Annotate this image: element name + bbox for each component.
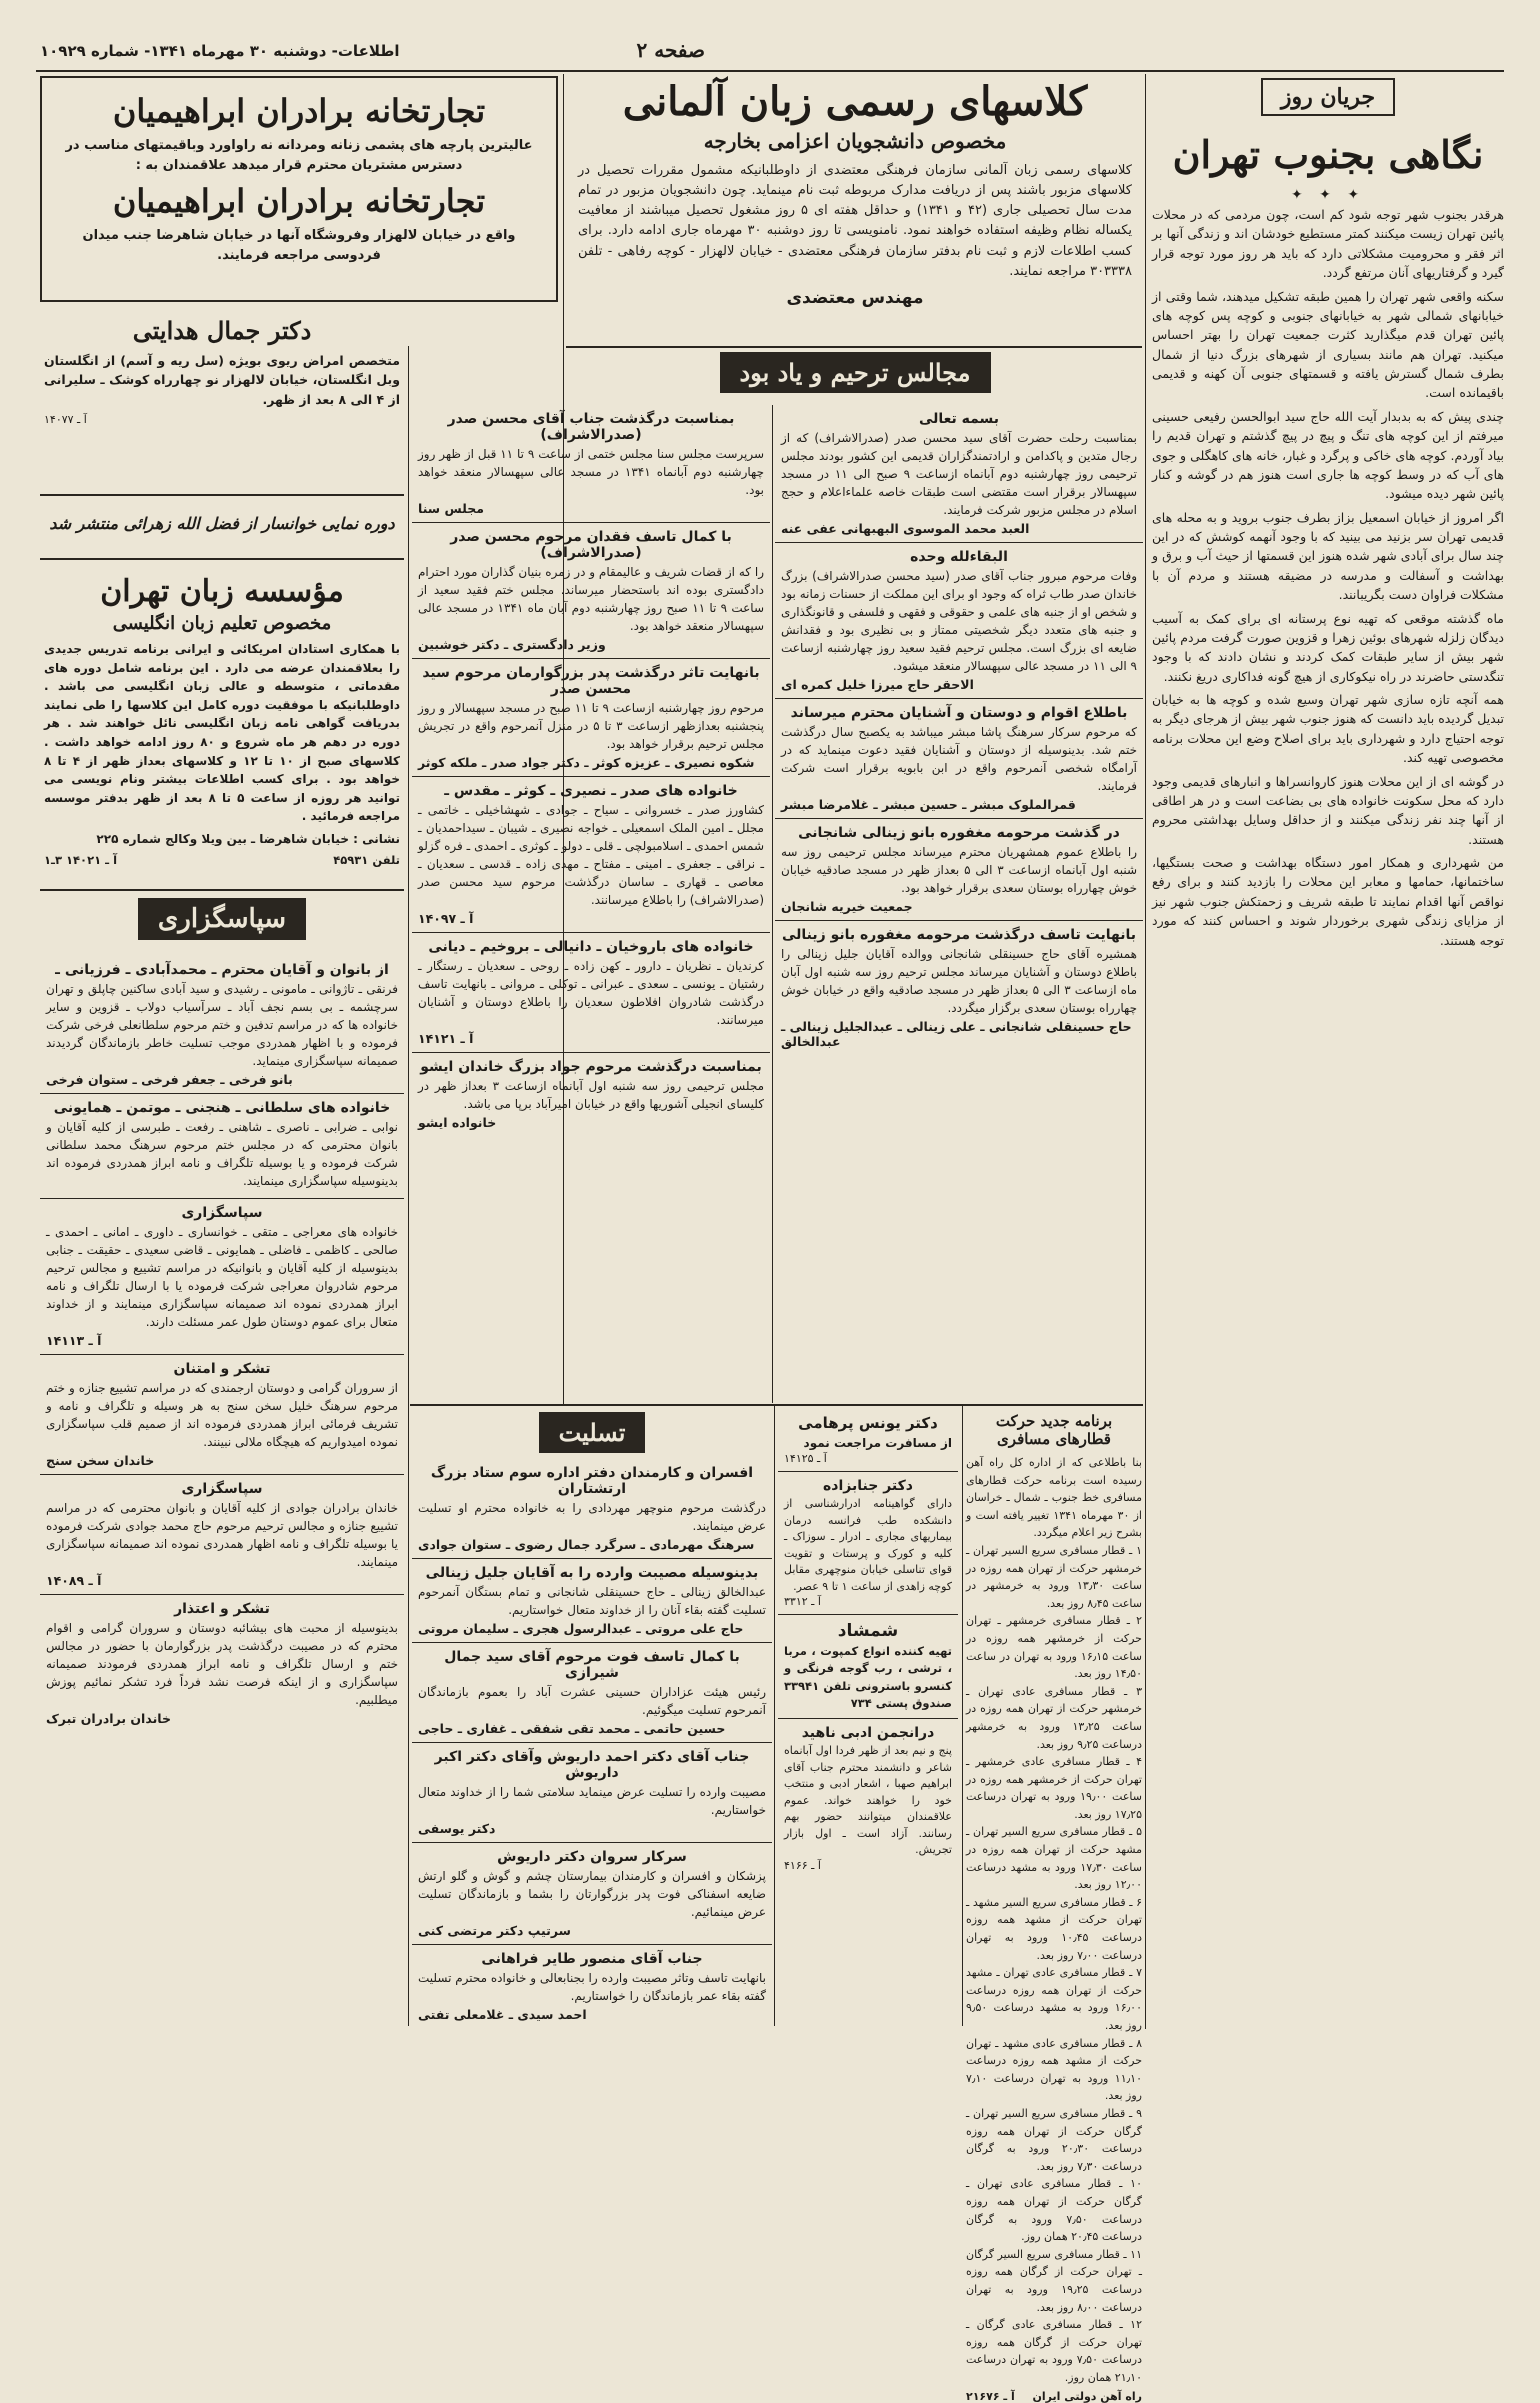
taslit-notice: افسران و کارمندان دفتر اداره سوم ستاد بزرگ ارتشتاران درگذشت مرحوم منوچهر مهردادی را به خانواده محترم او تسلیت عرض مینمایند. سرهنگ مهرمادی ـ سرگرد جمال رضوی ـ ستوان جوادی xyxy=(412,1459,772,1559)
taslit-notice: با کمال تاسف فوت مرحوم آقای سید جمال شیرازی رئیس هیئت عزاداران حسینی عشرت آباد را بعموم بازماندگان آنمرحوم تسلیت میگوئیم. حسین حاتمی ـ محمد تقی شفقی ـ غفاری ـ حاجی xyxy=(412,1643,772,1743)
sepas-notice: سپاسگزاری خاندان برادران جوادی از کلیه آقایان و بانوان محترمی که در مراسم تشییع جنازه و مجالس ترحیم مرحوم حاج محمد جوادی شرکت فرموده یا بوسیله تلگراف و نامه اظهار همدردی نموده اند صمیمانه سپاسگزاری مینمایند. آ ـ ۱۴۰۸۹ xyxy=(40,1475,404,1595)
taslit-notice: جناب آقای منصور طایر فراهانی بانهایت تاسف وتاثر مصیبت وارده را بجنابعالی و خانواده محترم تسلیت گفته بقاء عمر بازماندگان را خواستاریم. احمد سیدی ـ غلامعلی تفتی xyxy=(417,1951,766,2022)
tarhim-notice: بمناسبت درگذشت جناب آقای محسن صدر (صدرالاشراف) سرپرست مجلس سنا مجلس ختمی از ساعت ۹ تا ۱۱ قبل از ظهر روز چهارشنبه دوم آبانماه ۱۳۴۱ در مسجد عالی سپهسالار منعقد خواهد بود. مجلس سنا xyxy=(412,405,770,523)
train-intro: بنا باطلاعی که از اداره کل راه آهن رسیده است برنامه حرکت قطارهای مسافری خط جنوب ـ شمال ـ خراسان از ۳۰ مهرماه ۱۳۴۱ تغییر یافته است و بشرح زیر اعلام میگردد. xyxy=(966,1456,1142,1540)
taslit-notice: سرکار سروان دکتر داریوش پزشکان و افسران و کارمندان بیمارستان چشم و گوش و گلو ارتش ضایعه اسفناکی فوت پدر بزرگوارتان را بشما و بازماندگان تسلیت عرض مینمائیم. سرتیپ دکتر مرتضی کنی xyxy=(412,1843,772,1945)
article-paragraph: سکنه واقعی شهر تهران را همین طبقه تشکیل میدهند، شما وقتی از خیابانهای شمالی شهر به خیابانهای جنوبی و کوچه پس کوچه های پائین تهران قدم میگذارید کثرت جمعیت تهران را بهتر احساس میکنید. تهران هم مانند بسیاری از شهرهای بزرگ دنیا از شمال بطرف شمال گسترش یافته و قسمتهای جنوبی آن کهنه و قدیمی باقیمانده است. xyxy=(1152,288,1504,401)
ad-code: آ ـ ۲۱۶۷۶ xyxy=(966,2390,1015,2403)
taslit-section xyxy=(412,1408,772,2026)
article-paragraph: در گوشه ای از این محلات هنوز کاروانسراها و انبارهای قدیمی وجود دارد که محل سکونت خانواده های بی بضاعت است و در هر اطاقی از آنها چند نفر زندگی میکنند و از حداقل وسایل بهداشتی محروم هستند. xyxy=(1152,773,1504,847)
sepas-banner: سپاسگزاری xyxy=(40,898,404,950)
article-paragraph: ماه گذشته موقعی که تهیه نوع پرستانه ای برای کمک به آسیب دیدگان زلزله شهرهای بوئین زهرا و قزوین صورت گرفت مردم پائین شهر بیش از سایر طبقات کمک کردند و نشان دادند که با وجود تنگدستی حاضرند در راه نیکوکاری از هیچ گونه فداکاری دریغ نکنند. xyxy=(1152,610,1504,684)
train-title: برنامه جدید حرکت قطارهای مسافری xyxy=(995,1412,1113,1448)
train-schedule xyxy=(966,1408,1143,2403)
doctor-name: دکتر جمال هدایتی xyxy=(132,316,312,345)
institute-title: مؤسسه زبان تهران xyxy=(100,574,344,609)
tarhim-notice: با کمال تاسف فقدان مرحوم محسن صدر (صدرالاشراف) را که از قضات شریف و عالیمقام و در زمره بنیان گذاران مورد احترام دادگستری بوده اند باستحضار میرساند. مجلس ختم فقید سعید از ساعت ۹ تا ۱۱ صبح روز چهارشنبه دوم آبان ماه ۱۳۴۱ در مسجد عالی سپهسالار منعقد خواهد بود. وزیر دادگستری ـ دکتر خوشبین xyxy=(412,523,770,659)
ebrahimian-title: تجارتخانه برادران ابراهیمیان xyxy=(112,182,486,221)
train-item: ۱۲ ـ قطار مسافری عادی گرگان ـ تهران حرکت از گرگان همه روزه درساعت ۷٫۵۰ ورود به تهران درساعت ۲۱٫۱۰ همان روز. xyxy=(966,2318,1142,2384)
article-paragraph: اگر امروز از خیابان اسمعیل بزاز بطرف جنوب بروید و به محله های قدیمی تهران سر بزنید می بینید که با وجود آنهمه کوشش که در این چند سال برای آبادی شهر شده هنوز این قسمتها از حیث آب و برق و بهداشت و آسفالت و مدرسه در مضیقه هستند و مردم آن با مشکلات فراوان دست بگریبانند. xyxy=(1152,509,1504,603)
train-item: ۶ ـ قطار مسافری سریع السیر مشهد ـ تهران حرکت از مشهد همه روزه درساعت ۱۰٫۴۵ ورود به تهران درساعت ۷٫۰۰ روز بعد. xyxy=(966,1895,1143,1962)
ebrahimian-title: تجارتخانه برادران ابراهیمیان xyxy=(112,92,486,130)
column-rule xyxy=(1145,74,1146,2029)
ad-code: آ ـ ۱۴۰۷۷ xyxy=(44,413,87,427)
article-paragraph: من شهرداری و همکار امور دستگاه بهداشت و صحت بستگیها، ساختمانها، حمامها و معابر این محلات را بازدید کنند و برای رفع نواقص آنها اقدام نمایند تا طبقه شریف و زحمتکش جنوب شهر نیز از مزایای زندگی شهری برخوردار شوند و احساس کنند که مورد توجه هستند. xyxy=(1152,855,1504,948)
tarhim-notice: باطلاع اقوام و دوستان و آشنایان محترم میرساند که مرحوم سرکار سرهنگ پاشا مبشر میباشد به یکصبح سال درگذشت ختم شد. بدینوسیله از دوستان و آشنایان فقید دعوت مینماید که در آرامگاه شخصی آنمرحوم واقع در ابن بابویه برقرار است شرکت فرمایند. قمرالملوک مبشر ـ حسین مبشر ـ غلامرضا مبشر xyxy=(775,699,1143,819)
nahid-society-ad: درانجمن ادبی ناهید پنج و نیم بعد از ظهر فردا اول آبانماه شاعر و دانشمند محترم جناب آقای ابراهیم صهبا ، اشعار ادبی و منتخب خود را خواهند خواند. عموم علاقمندان میتوانند حضور بهم رسانند. آزاد است ـ اول بازار تجریش. آ ـ ۴۱۶۶ xyxy=(784,1725,952,1872)
train-item: ۱۱ ـ قطار مسافری سریع السیر گرگان ـ تهران حرکت از گرگان همه روزه درساعت ۱۹٫۲۵ ورود به تهران درساعت ۸٫۰۰ روز بعد. xyxy=(966,2247,1143,2314)
article-paragraph: چندی پیش که به بدبدار آیت الله حاج سید ابوالحسن رفیعی حسینی میرفتم از این کوچه های تنگ و پیچ در پیچ گذشتم و تهران قدیم را بیاد آوردم. کوچه های خاکی و پرگرد و غبار، خانه های کاهگلی و جوی های آب که در وسط کوچه ها جاری است هنوز هم در گوشه و کنار پائین شهر دیده میشود. xyxy=(1152,408,1504,502)
tarhim-notice: خانواده های باروخیان ـ دانیالی ـ بروخیم ـ دیانی کرندیان ـ نظریان ـ دارور ـ کهن زاده ـ روحی ـ سعدیان ـ رستگار ـ رشتیان ـ یونسی ـ سعدی ـ عبرانی ـ توکلی ـ مروانی ـ بانهایت تاسف درگذشت شادروان افلاطون سعدیان را باطلاع دوستان و آشنایان میرسانند. آ ـ ۱۴۱۲۱ xyxy=(412,933,770,1053)
taslit-banner: تسلیت xyxy=(539,1412,646,1453)
train-item: ۷ ـ قطار مسافری عادی تهران ـ مشهد حرکت از تهران همه روزه درساعت ۱۶٫۰۰ ورود به مشهد درساعت ۹٫۵۰ روز بعد. xyxy=(966,1966,1142,2032)
section-rule xyxy=(410,1404,1143,1406)
article-paragraph: هرقدر بجنوب شهر توجه شود کم است، چون مردمی که در محلات پائین تهران زیست میکنند کمتر مستطیع خودشان اند و زندگی آنها بر اثر فقر و محرومیت مشکلاتی دارد که باید هر روز مورد توجه قرار گیرد و گرفتاریهای آنان مرتفع گردد. xyxy=(1152,207,1504,281)
column-rule xyxy=(408,346,409,1406)
column-rule xyxy=(962,1406,963,2026)
ad-code: آ ـ ۱۴۰۲۱ ۳ـ۱ xyxy=(44,852,118,867)
tarhim-banner: مجالس ترحیم و یاد بود xyxy=(570,352,1140,400)
ebrahimian-body: عالیترین پارچه های پشمی زنانه ومردانه نه راواورد وباقیمتهای مناسب در دسترس مشتریان محترم قرار میدهد علاقمندان به : xyxy=(65,138,533,174)
sepas-notice: خانواده های سلطانی ـ هنجنی ـ موتمن ـ همایونی نوابی ـ ضرابی ـ ناصری ـ شاهنی ـ رفعت ـ طبرسی از کلیه آقایان و بانوان محترمی که در مجلس ختم مرحوم سرهنگ محمد سلطانی شرکت فرموده و یا بوسیله تلگراف و نامه ابراز همدردی فرموده اند بدینوسیله سپاسگزاری مینمایند. xyxy=(40,1094,404,1199)
tarhim-notices-left xyxy=(775,405,1143,1403)
taslit-notice: جناب آقای دکتر احمد داریوش وآقای دکتر اکبر داریوش مصیبت وارده را تسلیت عرض مینماید سلامتی شما را از خداوند متعال خواستاریم. دکتر یوسفی xyxy=(412,1743,772,1843)
train-item: ۹ ـ قطار مسافری سریع السیر تهران ـ گرگان حرکت از تهران همه روزه درساعت ۲۰٫۳۰ ورود به گرگان درساعت ۷٫۳۰ روز بعد. xyxy=(966,2106,1142,2173)
shamshad-ad: شمشاد تهیه کننده انواع کمپوت ، مربا ، ترشی ، رب گوجه فرنگی و کنسرو باسترونی تلفن ۳۳۹۴۱ صندوق پستی ۷۳۴ xyxy=(778,1615,958,1719)
ornament-divider: ✦ ✦ ✦ xyxy=(1290,187,1366,203)
column-rule xyxy=(408,1406,409,2026)
ebrahimian-address: واقع در خیابان لالهزار وفروشگاه آنها در خیابان شاهرضا جنب میدان فردوسی مراجعه فرمایند. xyxy=(82,228,516,264)
train-item: ۸ ـ قطار مسافری عادی مشهد ـ تهران حرکت از مشهد همه روزه درساعت ۱۱٫۱۰ ورود به تهران درساعت ۷٫۱۰ روز بعد. xyxy=(966,2036,1142,2103)
tehran-language-institute-ad xyxy=(40,566,404,891)
daily-column xyxy=(1152,74,1504,2024)
german-body: کلاسهای رسمی زبان آلمانی سازمان فرهنگی معتضدی از داوطلبانیکه مشمول مقررات تحصیل در کلاسهای مزبور باشند پس از دریافت مدارک مربوطه ثبت نام مینماید. چون دانشجویان مزبور در تمام مدت سال تحصیلی جاری (۴۲ و ۱۳۴۱) و حداقل هفته ای ۵ روز مشغول تحصیل میباشند از معافیت یکساله نظام وظیفه استفاده خواهند نمود. نامنویسی تا روز دوشنبه ۳۰ مهرماه جاری ادامه دارد. برای کسب اطلاعات لازم و ثبت نام بدفتر سازمان فرهنگی معتضدی - خیابان لالهزار - کوچه رفاهی - تلفن ۳۰۳۳۳۸ مراجعه نمایند. xyxy=(578,163,1133,279)
tarhim-notice: البقاءلله وحده وفات مرحوم مبرور جناب آقای صدر (سید محسن صدرالاشراف) بزرگ خاندان صدر طاب ثراه که وجود او برای این مملکت از حسنات زمانه بود و شخص او از جنبه های علمی و حقوقی و فقهی و فلسفی و قانونگذاری و جنبه های متعدد دیگر شخصیتی ممتاز و بی نظیری بود و فقدانش ضایعه ای بزرگ است. مجلس ترحیم فقید سعید روز چهارشنبه ازساعت ۹ الی ۱۱ در مسجد عالی سپهسالار منعقد میشود. الاحقر حاج میرزا خلیل کمره ای xyxy=(775,543,1143,699)
german-subhead: مخصوص دانشجویان اعزامی بخارجه xyxy=(703,129,1007,153)
sepas-notices xyxy=(40,956,404,2026)
ebrahimian-ad xyxy=(40,76,558,302)
tarhim-notice: بانهایت تاثر درگذشت پدر بزرگوارمان مرحوم سید محسن صدر مرحوم روز چهارشنبه ازساعت ۹ تا ۱۱ صبح در مسجد سپهسالار و روز پنجشنبه بعدازظهر ازساعت ۳ تا ۵ در منزل آنمرحوم واقع در تجریش مجلس ترحیم برقرار خواهد بود. شکوه نصیری ـ عزیزه کوثر ـ دکتر جواد صدر ـ ملکه کوثر xyxy=(412,659,770,777)
tarhim-notice: بمناسبت درگذشت مرحوم جواد بزرگ خاندان ایشو مجلس ترحیمی روز سه شنبه اول آبانماه ازساعت ۳ بعداز ظهر در کلیسای انجیلی آشوریها واقع در خیابان امیرآباد برپا می باشد. خانواده ایشو xyxy=(418,1059,765,1130)
small-ads xyxy=(778,1408,958,2026)
tarhim-notice: در گذشت مرحومه مغفوره بانو زینالی شانجانی را باطلاع عموم همشهریان محترم میرساند مجلس ترحیمی روز سه شنبه اول آبانماه ازساعت ۳ الی ۵ بعداز ظهر در مسجد صادقیه خیابان خوش چهارراه بوستان سعدی برقرار خواهد بود. جمعیت خیریه شانجان xyxy=(775,819,1143,921)
doctor-perhami-ad: دکتر یونس پرهامی از مسافرت مراجعت نمود آ ـ ۱۴۱۲۵ xyxy=(778,1408,958,1472)
train-item: ۱ ـ قطار مسافری سریع السیر تهران ـ خرمشهر حرکت از تهران همه روزه در ساعت ۱۳٫۳۰ ورود به خرمشهر در ساعت ۸٫۴۵ روز بعد. xyxy=(966,1543,1142,1610)
doctor-hedayati-ad xyxy=(40,308,404,496)
sepas-notice: سپاسگزاری خانواده های معراجی ـ متقی ـ خوانساری ـ داوری ـ امانی ـ احمدی ـ صالحی ـ کاظمی ـ فاضلی ـ همایونی ـ قاضی سعیدی ـ حقیقت ـ جنابی بدینوسیله از کلیه آقایان و بانوانیکه در مراسم تشییع و مجالس ترحیم مرحوم شادروان معراجی شرکت فرموده یا با ارسال تلگراف و نامه ابراز همدردی نموده اند صمیمانه سپاسگزاری مینمایند و از خداوند متعال برای عموم دوستان طول عمر مسئلت دارند. آ ـ ۱۴۱۱۳ xyxy=(40,1199,404,1355)
section-badge: جریان روز xyxy=(1261,78,1395,116)
institute-phone: تلفن ۴۵۹۳۱ xyxy=(333,852,400,867)
sepas-notice: تشکر و اعتذار بدینوسیله از محبت های بیشائبه دوستان و سروران گرامی و اقوام محترم که در مصیبت درگذشت پدر بزرگوارمان با حضور در مجالس ختم و ارسال تلگراف و نامه ابراز همدردی فرمودند صمیمانه سپاسگزاری و از اینکه فرصت نشد فرداً فرد تشکر نمائیم پوزش میطلبیم. خاندان برادران تبرک xyxy=(46,1601,398,1726)
train-item: ۵ ـ قطار مسافری سریع السیر تهران ـ مشهد حرکت از تهران همه روزه در ساعت ۱۷٫۳۰ ورود به مشهد درساعت ۱۲٫۰۰ روز بعد. xyxy=(966,1825,1142,1892)
train-item: ۳ ـ قطار مسافری عادی تهران ـ خرمشهر حرکت از تهران همه روزه در ساعت ۱۳٫۲۵ ورود به خرمشهر درساعت ۹٫۲۵ روز بعد. xyxy=(966,1684,1142,1751)
tarhim-notices-center xyxy=(412,405,770,1403)
sepas-notice: از بانوان و آقایان محترم ـ محمدآبادی ـ فرزیانی ـ فرنقی ـ تاژوانی ـ مامونی ـ رشیدی و سید آبادی ساکنین چاپلق و تهران سرچشمه ـ بی بسم نجف آباد ـ سرآسیاب دولاب ـ قزوین و سایر خانواده ها که در مراسم تدفین و ختم مرحوم سلطانعلی فرخی شرکت فرموده و با اظهار همدردی موجب تسلیت خاطر بازماندگان گردیدند صمیمانه سپاسگزاری مینماید. بانو فرخی ـ جعفر فرخی ـ ستوان فرخی xyxy=(40,956,404,1094)
masthead-rule xyxy=(36,70,1504,72)
doctor-body: متخصص امراض ریوی بویژه (سل ریه و آسم) از انگلستان وبل انگلستان، خیابان لالهزار نو چهارراه کوشک ـ سلیرانی از ۴ الی ۸ بعد از ظهر. xyxy=(44,353,400,407)
column-rule xyxy=(772,405,773,1403)
german-headline: کلاسهای رسمی زبان آلمانی xyxy=(622,78,1088,125)
column-headline: نگاهی بجنوب تهران xyxy=(1172,132,1484,177)
train-item: ۴ ـ قطار مسافری عادی خرمشهر ـ تهران حرکت از خرمشهر همه روزه در ساعت ۱۹٫۰۰ ورود به تهران درساعت ۱۷٫۲۵ روز بعد. xyxy=(966,1755,1142,1821)
institute-subtitle: مخصوص تعلیم زبان انگلیسی xyxy=(112,613,332,634)
issue-line: اطلاعات- دوشنبه ۳۰ مهرماه ۱۳۴۱- شماره ۱۰۹۲۹ xyxy=(40,42,400,60)
tarhim-notice: بانهایت تاسف درگذشت مرحومه مغفوره بانو زینالی همشیره آقای حاج حسینقلی شانجانی ووالده آقایان جلیل زینالی را باطلاع دوستان و آشنایان میرساند مجلس ترحیم روز سه شنبه اول آبان ماه ازساعت ۳ الی ۵ بعداز ظهر در مسجد صادقیه واقع در خیابان خوش چهارراه بوستان سعدی برگزار میگردد. حاج حسینقلی شانجانی ـ علی زینالی ـ عبدالجلیل زینالی ـ عبدالخالق xyxy=(781,927,1137,1049)
doctor-janbazade-ad: دکتر جنابزاده دارای گواهینامه ادرارشناسی از دانشکده طب فرانسه درمان بیماریهای مجاری ـ ادرار ـ سوزاک ـ کلیه و کورک و پرستات و تقویت قوای تناسلی خیابان منوچهری مقابل کوچه زاهدی از ساعت ۱ تا ۹ عصر. آ ـ ۳۳۱۲ xyxy=(778,1472,958,1615)
institute-body: با همکاری استادان امریکائی و ایرانی برنامه تدریس جدیدی را بعلاقمندان عرضه می دارد . این برنامه شامل دوره های مقدماتی ، متوسطه و عالی زبان انگلیسی می باشد . داوطلبانیکه با موفقیت دوره کامل این کلاسها را طی نمایند بدریافت گواهی نامه زبان انگلیسی نائل خواهند شد . هر دوره در دهم هر ماه شروع و ۸۰ روز ادامه خواهد داشت . کلاسهای صبح از ۱۰ تا ۱۲ و کلاسهای بعداز ظهر از ۴ تا ۸ خواهد بود . برای کسب اطلاعات بیشتر ونام نویسی می توانید هر روزه از ساعت ۵ تا ۸ بعد از ظهر بدفتر موسسه مراجعه فرمائید . xyxy=(44,642,401,824)
train-item: ۱۰ ـ قطار مسافری عادی تهران ـ گرگان حرکت از تهران همه روزه درساعت ۷٫۵۰ ورود به گرگان درساعت ۲۰٫۴۵ همان روز. xyxy=(966,2177,1142,2244)
train-footer-sign: راه آهن دولتی ایران xyxy=(1032,2390,1142,2403)
book-notice: دوره نمایی خوانسار از فضل الله زهرائی منتشر شد xyxy=(40,500,404,560)
institute-address: نشانی : خیابان شاهرضا ـ بین ویلا وکالج شماره ۲۲۵ xyxy=(96,831,400,846)
section-rule xyxy=(566,346,1142,348)
sepas-notice: تشکر و امتنان از سروران گرامی و دوستان ارجمندی که در مراسم تشییع جنازه و ختم مرحوم سرهنگ خلیل سخن سنج به هر وسیله و تلگراف و نامه و تشریف فرمائی ابراز همدردی فرموده اند از صمیم قلب سپاسگزاری نموده امیدواریم که هیچگاه ملالی نبینند. خاندان سخن سنج xyxy=(40,1355,404,1475)
tarhim-notice: بسمه تعالی بمناسبت رحلت حضرت آقای سید محسن صدر (صدرالاشراف) که از رجال متدین و پاکدامن و ارادتمندگزاران قدیمی این کشور بودند مجلس ترحیمی روز چهارشنبه دوم آبانماه ازساعت ۹ صبح الی ۱۱ در مسجد سپهسالار برقرار است مقتضی است طبقات خاصه علماءاعلام و حجج اسلام در مجلس مزبور شرکت فرمایند. العبد محمد الموسوی البهبهانی عفی عنه xyxy=(775,405,1143,543)
article-paragraph: همه آنچه تازه سازی شهر تهران وسیع شده و کوچه ها به خیابان تبدیل گردیده باید دانست که هنوز جنوب شهر بیش از هرجای دیگر به توجه احتیاج دارد و شهرداری باید برای اصلاح وضع این محلات برنامه مخصوصی تهیه کند. xyxy=(1152,692,1504,766)
german-classes-ad xyxy=(570,74,1140,344)
train-item: ۲ ـ قطار مسافری خرمشهر ـ تهران حرکت از خرمشهر همه روزه در ساعت ۱۶٫۱۵ ورود به تهران در ساعت ۱۴٫۵۰ روز بعد. xyxy=(966,1614,1142,1681)
tarhim-notice: خانواده های صدر ـ نصیری ـ کوثر ـ مقدس ـ کشاورز صدر ـ خسروانی ـ سیاح ـ جوادی ـ شهشاخیلی ـ خاتمی ـ مجلل ـ امین الملک اسمعیلی ـ خواجه نصیری ـ شیبان ـ سیداحمدیان ـ شمس احمدی ـ اسلامبولچی ـ قلی ـ دولو ـ کوثری ـ احمدی ـ فره گزلو ـ نراقی ـ جعفری ـ امینی ـ مفتاح ـ مهدی زاده ـ قدسی ـ سعدیان ـ معاصی ـ قهاری ـ ساسان درگذشت مرحوم سید محسن صدر (صدرالاشراف) را باطلاع میرسانند. آ ـ ۱۴۰۹۷ xyxy=(412,777,770,933)
taslit-notice: بدینوسیله مصیبت وارده را به آقایان جلیل زینالی عبدالخالق زینالی ـ حاج حسینقلی شانجانی و تمام بستگان آنمرحوم تسلیت گفته بقاء آنان را از خداوند متعال خواستاریم. حاج علی مروتی ـ عبدالرسول هجری ـ سلیمان مروتی xyxy=(412,1559,772,1643)
page-number: صفحه ۲ xyxy=(636,38,705,62)
column-rule xyxy=(774,1406,775,2026)
german-signature: مهندس معتضدی xyxy=(786,287,924,308)
